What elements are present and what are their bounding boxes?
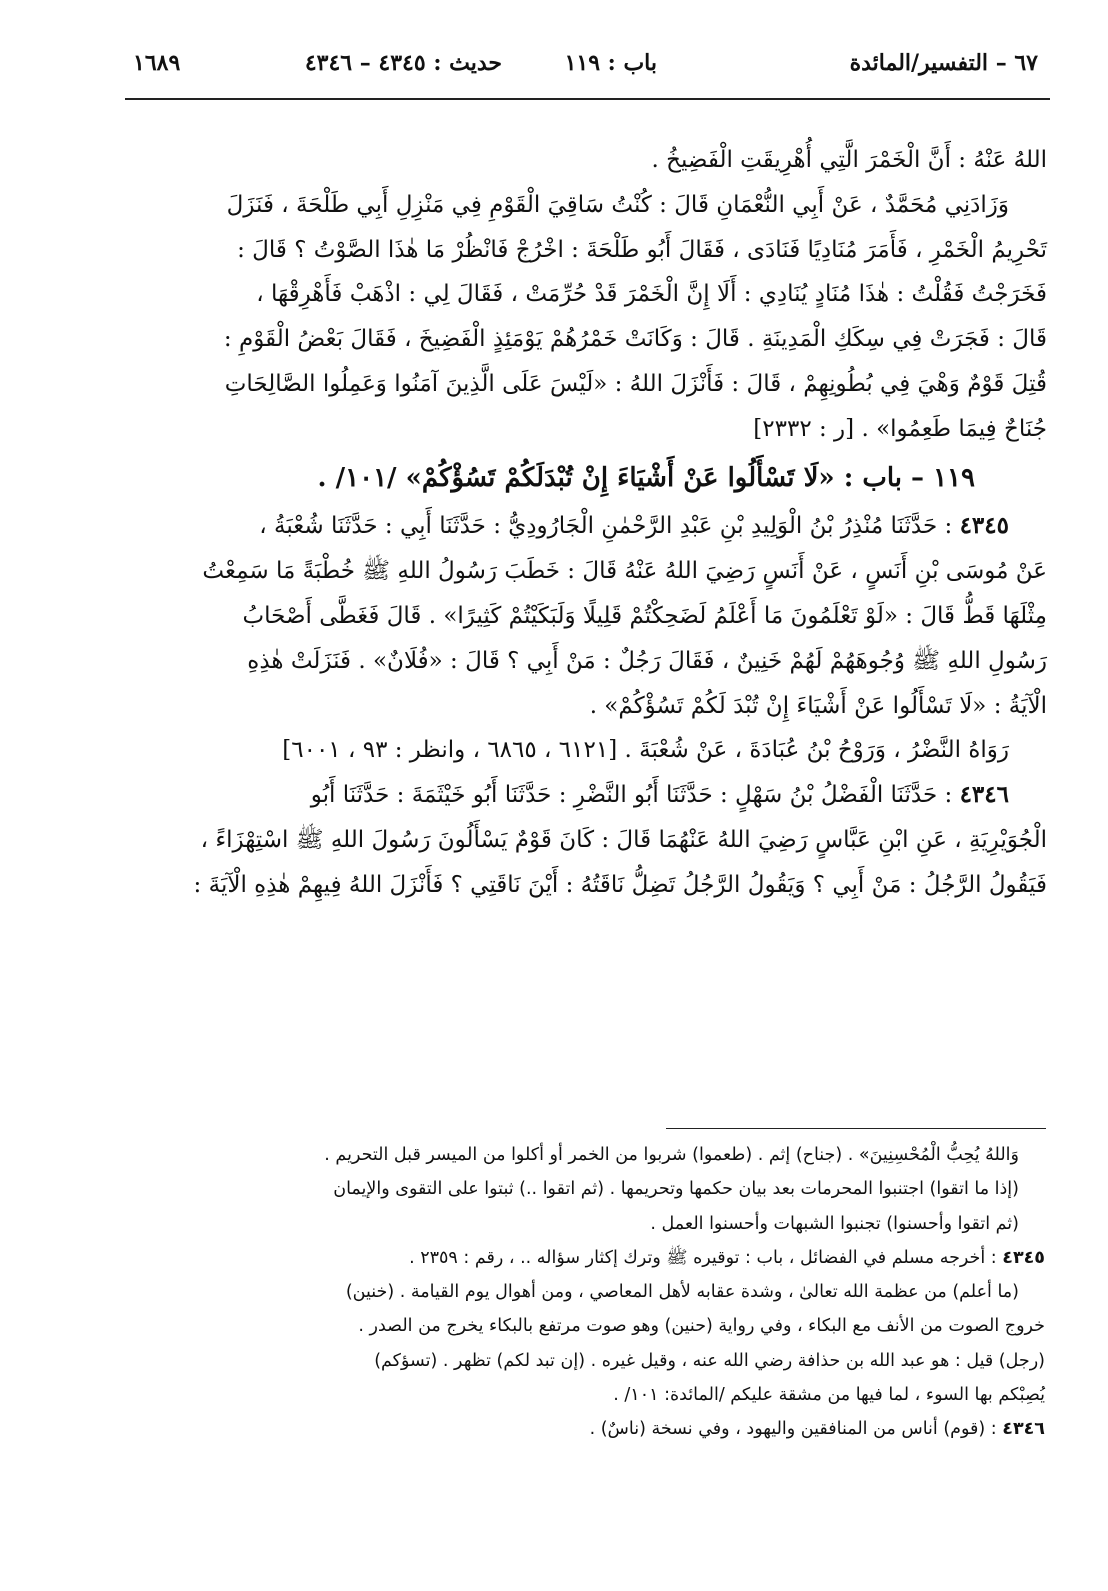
footnote-number: ٤٣٤٦ — [1002, 1419, 1045, 1440]
page-number: ١٦٨٩ — [133, 50, 181, 76]
hadith-number: ٤٣٤٦ — [959, 781, 1009, 809]
footnote-number: ٤٣٤٥ — [1002, 1247, 1045, 1268]
header-bab: باب : ١١٩ — [564, 50, 657, 76]
footnote-line: وَاللهُ يُحِبُّ الْمُحْسِنِينَ» . (جناح) إثم . (طعموا) شربوا من الخمر أو أكلوا من الميسر قبل التحريم . — [324, 1145, 1019, 1165]
text-line: تَحْرِيمُ الْخَمْرِ ، فَأَمَرَ مُنَادِيًا فَنَادَى ، فَقَالَ أَبُو طَلْحَةَ : اخْرُجْ فَانْظُرْ مَا هٰذَا الصَّوْتُ ؟ قَالَ : — [237, 236, 1047, 263]
footnote-line: (ثم اتقوا وأحسنوا) تجنبوا الشبهات وأحسنوا العمل . — [650, 1213, 1019, 1234]
footnote-text: : أخرجه مسلم في الفضائل ، باب : توقيره ﷺ وترك إكثار سؤاله .. ، رقم : ٢٣٥٩ . — [409, 1247, 1003, 1268]
footnotes — [127, 1138, 1045, 1447]
text-line: الْآيَةُ : «لَا تَسْأَلُوا عَنْ أَشْيَاءَ إِنْ تُبْدَ لَكُمْ تَسُؤْكُمْ» . — [589, 692, 1047, 719]
narration-line: رَوَاهُ النَّضْرُ ، وَرَوْحُ بْنُ عُبَادَةَ ، عَنْ شُعْبَةَ . [٦١٢١ ، ٦٨٦٥ ، وانظر : ٩٣ ، ٦٠٠١] — [282, 737, 1009, 764]
header-rule — [125, 98, 1050, 100]
text-line: مِثْلَهَا قَطُّ قَالَ : «لَوْ تَعْلَمُونَ مَا أَعْلَمُ لَضَحِكْتُمْ قَلِيلًا وَلَبَكَيْتُمْ كَثِيرًا» . قَالَ فَغَطَّى أَصْحَابُ — [242, 602, 1047, 629]
text-line: وَزَادَنِي مُحَمَّدٌ ، عَنْ أَبِي النُّعْمَانِ قَالَ : كُنْتُ سَاقِيَ الْقَوْمِ فِي مَنْزِلِ أَبِي طَلْحَةَ ، فَنَزَلَ — [226, 191, 1009, 218]
hadith-number: ٤٣٤٥ — [959, 512, 1009, 540]
text-line: الْجُوَيْرِيَةِ ، عَنِ ابْنِ عَبَّاسٍ رَضِيَ اللهُ عَنْهُمَا قَالَ : كَانَ قَوْمٌ يَسْأَلُونَ رَسُولَ اللهِ ﷺ اسْتِهْزَاءً ، — [200, 826, 1047, 853]
header-hadith-range: حديث : ٤٣٤٥ – ٤٣٤٦ — [304, 50, 502, 76]
footnote-line: (رجل) قيل : هو عبد الله بن حذافة رضي الله عنه ، وقيل غيره . (إن تبد لكم) تظهر . (تسؤكم) — [374, 1350, 1045, 1371]
text-line: جُنَاحٌ فِيمَا طَعِمُوا» . [ر : ٢٣٣٢] — [753, 415, 1047, 442]
chapter-title: ١١٩ – باب : «لَا تَسْأَلُوا عَنْ أَشْيَاءَ إِنْ تُبْدَلَكُمْ تَسُؤْكُمْ» /١٠١/ . — [317, 462, 975, 493]
text-line: عَنْ مُوسَى بْنِ أَنَسٍ ، عَنْ أَنَسٍ رَضِيَ اللهُ عَنْهُ قَالَ : خَطَبَ رَسُولُ اللهِ ﷺ خُطْبَةً مَا سَمِعْتُ — [202, 558, 1047, 585]
hadith-4346-line — [127, 773, 1047, 818]
footnote-4345 — [127, 1241, 1045, 1275]
text-line: فَخَرَجْتُ فَقُلْتُ : هٰذَا مُنَادٍ يُنَادِي : أَلَا إِنَّ الْخَمْرَ قَدْ حُرِّمَتْ ، فَقَالَ لِي : اذْهَبْ فَأَهْرِقْهَا ، — [256, 281, 1047, 308]
footnote-line: يُصِبْكم بها السوء ، لما فيها من مشقة عليكم /المائدة: ١٠١/ . — [613, 1385, 1045, 1406]
footnote-line: خروج الصوت من الأنف مع البكاء ، وفي رواية (حنين) وهو صوت مرتفع بالبكاء يخرج من الصدر . — [358, 1316, 1045, 1337]
footnote-separator — [666, 1128, 1046, 1129]
hadith-text: : حَدَّثَنَا مُنْذِرُ بْنُ الْوَلِيدِ بْنِ عَبْدِ الرَّحْمٰنِ الْجَارُودِيُّ : حَدَّثَنَا أَبِي : حَدَّثَنَا شُعْبَةُ ، — [259, 513, 960, 540]
hadith-4345-line — [127, 504, 1047, 549]
main-text — [127, 138, 1047, 908]
text-line: فَيَقُولُ الرَّجُلُ : مَنْ أَبِي ؟ وَيَقُولُ الرَّجُلُ تَضِلُّ نَاقَتُهُ : أَيْنَ نَاقَتِي ؟ فَأَنْزَلَ اللهُ فِيهِمْ هٰذِهِ الْآيَةَ : — [193, 871, 1047, 898]
text-line: رَسُولِ اللهِ ﷺ وُجُوهَهُمْ لَهُمْ خَنِينٌ ، فَقَالَ رَجُلٌ : مَنْ أَبِي ؟ قَالَ : «فُلَانٌ» . فَنَزَلَتْ هٰذِهِ — [247, 647, 1047, 674]
hadith-text: : حَدَّثَنَا الْفَضْلُ بْنُ سَهْلٍ : حَدَّثَنَا أَبُو النَّضْرِ : حَدَّثَنَا أَبُو خَيْثَمَةَ : حَدَّثَنَا أَبُو — [310, 782, 960, 809]
footnote-line: (ما أعلم) من عظمة الله تعالىٰ ، وشدة عقابه لأهل المعاصي ، ومن أهوال يوم القيامة . (خنين) — [345, 1282, 1019, 1303]
header-chapter: ٦٧ – التفسير/المائدة — [849, 50, 1038, 76]
footnote-text: : (قوم) أناس من المنافقين واليهود ، وفي نسخة (ناسٌ) . — [589, 1419, 1003, 1440]
text-line: اللهُ عَنْهُ : أَنَّ الْخَمْرَ الَّتِي أُهْرِيقَتِ الْفَضِيخُ . — [651, 147, 1047, 173]
text-line: قَالَ : فَجَرَتْ فِي سِكَكِ الْمَدِينَةِ . قَالَ : وَكَانَتْ خَمْرُهُمْ يَوْمَئِذٍ الْفَضِيخَ ، فَقَالَ بَعْضُ الْقَوْمِ : — [223, 326, 1047, 353]
running-header — [125, 50, 1050, 92]
text-line: قُتِلَ قَوْمٌ وَهْيَ فِي بُطُونِهِمْ ، قَالَ : فَأَنْزَلَ اللهُ : «لَيْسَ عَلَى الَّذِينَ آمَنُوا وَعَمِلُوا الصَّالِحَاتِ — [224, 370, 1047, 397]
footnote-4346 — [127, 1412, 1045, 1446]
footnote-line: (إذا ما اتقوا) اجتنبوا المحرمات بعد بيان حكمها وتحريمها . (ثم اتقوا ..) ثبتوا على التقوى والإيمان — [333, 1179, 1019, 1200]
